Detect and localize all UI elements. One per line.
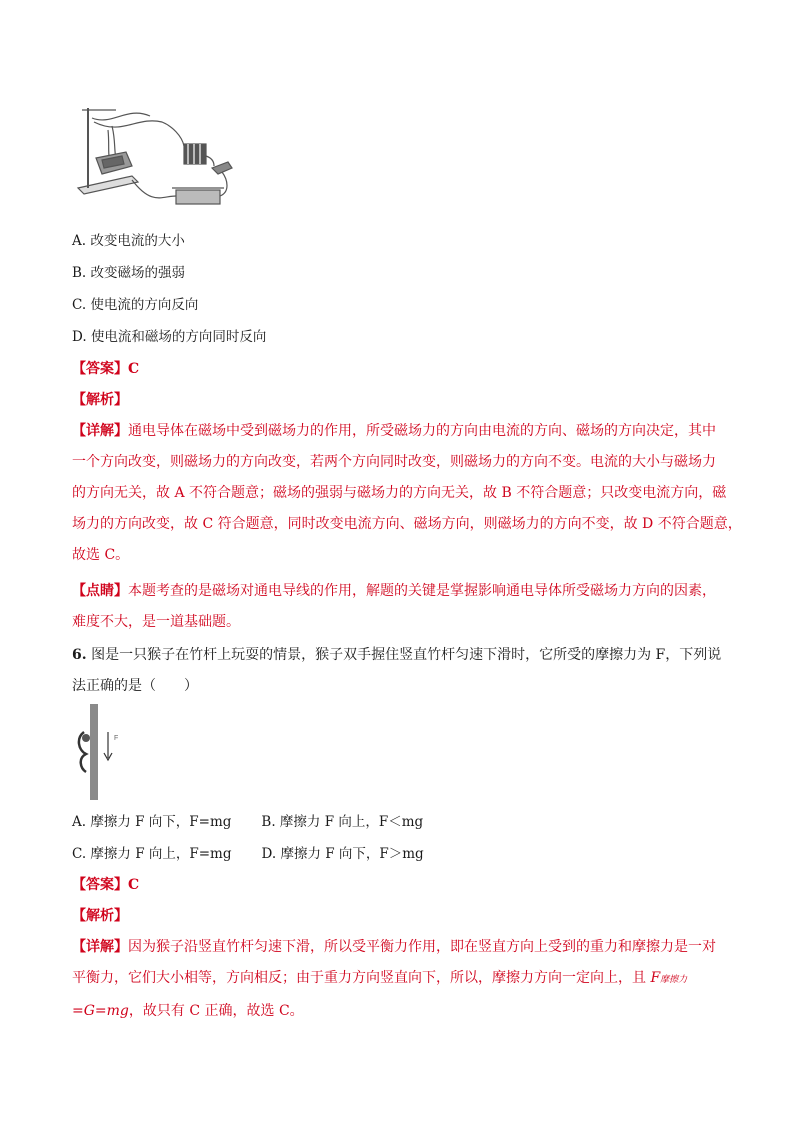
- option-b: B. 摩擦力 F 向上，F＜mg: [261, 814, 424, 830]
- comment-line: 难度不大，是一道基础题。: [72, 614, 240, 630]
- option-c: C. 摩擦力 F 向上，F=mg: [72, 846, 232, 862]
- formula-subscript: 摩擦力: [660, 975, 688, 985]
- stem-line: 图是一只猴子在竹杆上玩耍的情景，猴子双手握住竖直竹杆匀速下滑时，它所受的摩擦力为 F，下列说: [91, 647, 722, 663]
- formula-f: F: [650, 970, 661, 986]
- answer-label: 【答案】: [72, 877, 128, 893]
- stem-line: 法正确的是（ ）: [72, 678, 198, 694]
- detail-line: 一个方向改变，则磁场力的方向改变，若两个方向同时改变，则磁场力的方向不变。电流的大小与磁场力: [72, 454, 716, 470]
- detail-line: ，故只有 C 正确，故选 C。: [128, 1003, 304, 1019]
- detail-line: 的方向无关，故 A 不符合题意；磁场的强弱与磁场力的方向无关，故 B 不符合题意；只改变电流方向，磁: [72, 485, 727, 501]
- analysis-label: 【解析】: [72, 392, 128, 408]
- comment-paragraph: [72, 576, 724, 638]
- detail-line: 平衡力，它们大小相等，方向相反；由于重力方向竖直向下，所以，摩擦力方向一定向上，且: [72, 970, 651, 986]
- figure-label-f: F: [114, 735, 119, 742]
- formula: =G=mg: [72, 1003, 129, 1019]
- detail-line: 因为猴子沿竖直竹杆匀速下滑，所以受平衡力作用，即在竖直方向上受到的重力和摩擦力是一对: [128, 939, 716, 955]
- detail-label: 【详解】: [72, 939, 128, 955]
- detail-paragraph: [72, 932, 724, 1027]
- option-d: D. 摩擦力 F 向下，F＞mg: [261, 846, 424, 862]
- detail-line: 通电导体在磁场中受到磁场力的作用，所受磁场力的方向由电流的方向、磁场的方向决定，其中: [128, 423, 716, 439]
- answer-value: C: [128, 877, 140, 893]
- option-row-2: [72, 844, 424, 864]
- comment-label: 【点睛】: [72, 583, 128, 599]
- detail-paragraph: [72, 416, 742, 571]
- apparatus-figure: [72, 96, 242, 211]
- answer-value: C: [128, 361, 140, 377]
- monkey-pole-figure: [72, 702, 142, 802]
- option-a: A. 摩擦力 F 向下，F=mg: [72, 814, 232, 830]
- option-b: B. 改变磁场的强弱: [72, 265, 186, 281]
- option-c: C. 使电流的方向反向: [72, 297, 199, 313]
- answer-label: 【答案】: [72, 361, 128, 377]
- analysis-label: 【解析】: [72, 908, 128, 924]
- detail-line: 场力的方向改变，故 C 符合题意，同时改变电流方向、磁场方向，则磁场力的方向不变，故 D 不符合题意，: [72, 516, 742, 532]
- comment-line: 本题考查的是磁场对通电导线的作用，解题的关键是掌握影响通电导体所受磁场力方向的因素，: [128, 583, 716, 599]
- detail-label: 【详解】: [72, 423, 128, 439]
- answer-row: [72, 359, 139, 379]
- option-d: D. 使电流和磁场的方向同时反向: [72, 329, 267, 345]
- option-row-1: [72, 812, 423, 832]
- question-number: 6.: [72, 647, 87, 663]
- option-a: A. 改变电流的大小: [72, 233, 185, 249]
- question-6-stem: [72, 640, 724, 702]
- answer-row: [72, 875, 139, 895]
- detail-line: 故选 C。: [72, 547, 130, 563]
